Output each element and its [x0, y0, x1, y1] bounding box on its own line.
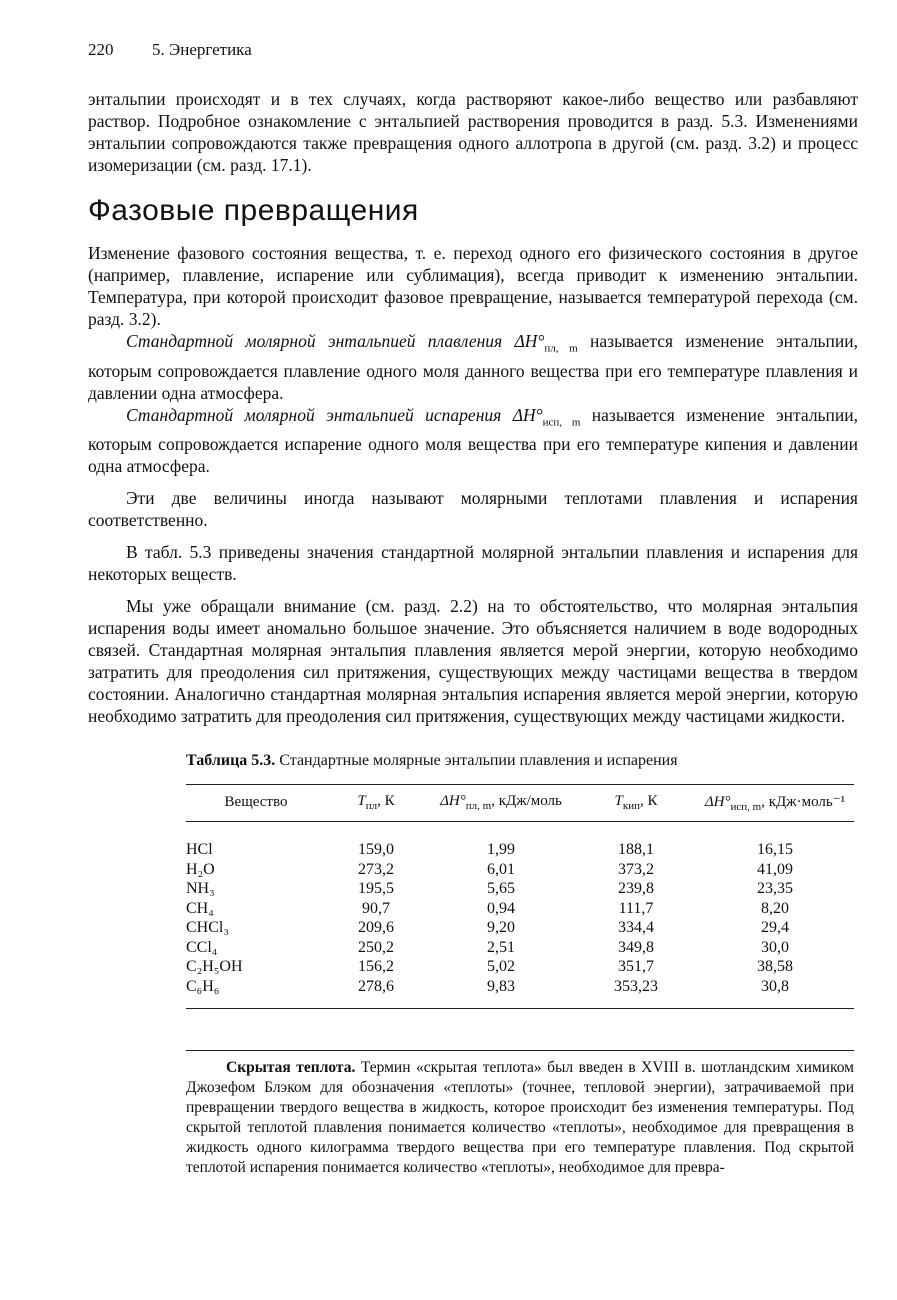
table-row — [186, 899, 854, 919]
cell-melting-enthalpy: 5,65 — [487, 880, 515, 897]
enthalpy-table — [186, 784, 854, 1009]
table-row — [186, 918, 854, 938]
cell-melting-enthalpy: 1,99 — [487, 841, 515, 858]
paragraph-melting-enthalpy — [88, 330, 858, 404]
header-subscript: пл, m — [465, 800, 492, 812]
cell-vaporization-enthalpy: 41,09 — [757, 860, 793, 878]
page-body — [88, 40, 858, 727]
symbol-subscript: пл, m — [544, 342, 578, 355]
paragraph-text: называется изменение энтальпии, которым сопровождается испарение одного моля вещества при его температуре кипения и давлении одна атмосфера. — [88, 404, 859, 476]
header-subscript: пл — [365, 800, 378, 812]
cell-boiling-temp: 353,23 — [576, 977, 696, 1009]
table-row — [186, 938, 854, 958]
table-section — [186, 752, 854, 1009]
symbol-delta-h: ΔH° — [514, 331, 545, 351]
cell-melting-temp: 278,6 — [326, 977, 426, 1009]
header-melting-enthalpy — [426, 785, 576, 822]
header-symbol: T — [614, 793, 623, 809]
table-caption-text: Стандартные молярные энтальпии плавления и испарения — [279, 752, 678, 769]
cell-melting-enthalpy: 9,20 — [487, 919, 515, 936]
cell-melting-enthalpy: 6,01 — [487, 860, 515, 878]
header-unit: , кДж·моль⁻¹ — [761, 794, 846, 810]
chapter-title: 5. Энергетика — [152, 40, 252, 59]
header-symbol: T — [357, 793, 366, 809]
table-row — [186, 977, 854, 1009]
cell-substance: H₂O — [186, 860, 215, 878]
header-substance: Вещество — [186, 785, 326, 822]
note-divider — [186, 1050, 854, 1051]
table-caption-label: Таблица 5.3. — [186, 752, 276, 769]
cell-melting-enthalpy: 9,83 — [426, 977, 576, 1009]
symbol-subscript: исп, m — [542, 416, 581, 428]
cell-substance: C₆H₆ — [186, 977, 326, 1009]
cell-boiling-temp: 349,8 — [618, 938, 654, 956]
cell-boiling-temp: 239,8 — [618, 880, 654, 897]
cell-substance: CH₄ — [186, 899, 214, 917]
cell-melting-enthalpy: 2,51 — [487, 938, 515, 956]
cell-melting-temp: 209,6 — [358, 919, 394, 936]
running-header — [88, 40, 858, 62]
header-subscript: исп, m — [730, 801, 762, 813]
cell-substance: CHCl₃ — [186, 919, 229, 936]
cell-vaporization-enthalpy: 30,0 — [761, 938, 789, 956]
table-row — [186, 957, 854, 977]
term-vaporization-enthalpy: Стандартной молярной энтальпией испарения — [126, 404, 502, 425]
table-row — [186, 822, 854, 860]
cell-vaporization-enthalpy: 29,4 — [761, 919, 789, 936]
cell-melting-enthalpy: 0,94 — [487, 899, 515, 917]
cell-substance: C₂H₅OH — [186, 958, 243, 975]
cell-melting-temp: 90,7 — [362, 899, 390, 917]
table-row — [186, 860, 854, 880]
latent-heat-note — [186, 1058, 854, 1178]
cell-melting-temp: 195,5 — [358, 880, 394, 897]
cell-melting-temp: 159,0 — [358, 841, 394, 858]
paragraph-table-reference: В табл. 5.3 приведены значения стандартной молярной энтальпии плавления и испарения для некоторых веществ. — [88, 542, 858, 584]
symbol-delta-h: ΔH° — [512, 404, 543, 425]
header-unit: , К — [377, 793, 395, 809]
table-caption — [186, 752, 854, 770]
table-row — [186, 879, 854, 899]
term-melting-enthalpy: Стандартной молярной энтальпией плавления — [126, 331, 503, 351]
table-header-row — [186, 785, 854, 822]
section-title: Фазовые превращения — [88, 194, 419, 227]
note-text: Термин «скрытая теплота» был введен в XVIII в. шотландским химиком Джозефом Блэком для обозначения «теплоты» (точнее, тепловой энергии), затрачиваемой при превращении твердого вещества в жидкость, которое происходит без изменения температуры. Под скрытой теплотой плавления понимается количество «теплоты», необходимое для превращения в жидкость одного килограмма твердого вещества при его температуре плавления. Под скрытой теплотой испарения понимается количество «теплоты», необходимое для превра- — [186, 1059, 854, 1176]
cell-melting-enthalpy: 5,02 — [487, 958, 515, 975]
header-symbol: ΔH° — [440, 793, 466, 809]
paragraph-text: называется изменение энтальпии, которым сопровождается плавление одного моля данного вещества при его температуре плавления и давлении одна атмосфера. — [88, 331, 859, 403]
header-subscript: кип — [622, 800, 640, 812]
cell-vaporization-enthalpy: 23,35 — [757, 880, 793, 897]
cell-boiling-temp: 334,4 — [618, 919, 654, 936]
cell-boiling-temp: 111,7 — [618, 899, 654, 917]
cell-melting-temp: 250,2 — [358, 938, 394, 956]
cell-substance: HCl — [186, 841, 213, 858]
cell-boiling-temp: 351,7 — [618, 958, 654, 975]
cell-vaporization-enthalpy: 30,8 — [696, 977, 854, 1009]
paragraph-vaporization-enthalpy — [88, 404, 858, 478]
header-melting-temp — [326, 785, 426, 822]
header-boiling-temp — [576, 785, 696, 822]
header-unit: , К — [639, 793, 658, 809]
cell-substance: NH₃ — [186, 880, 215, 897]
header-unit: , кДж/моль — [491, 793, 562, 809]
cell-boiling-temp: 188,1 — [618, 841, 654, 858]
cell-vaporization-enthalpy: 16,15 — [757, 841, 793, 858]
paragraph-molar-heats: Эти две величины иногда называют молярными теплотами плавления и испарения соответственно. — [88, 488, 858, 530]
cell-melting-temp: 156,2 — [358, 958, 394, 975]
cell-melting-temp: 273,2 — [358, 860, 394, 878]
cell-vaporization-enthalpy: 8,20 — [761, 899, 789, 917]
page-number: 220 — [88, 40, 114, 59]
header-symbol: ΔH° — [704, 794, 731, 810]
header-vaporization-enthalpy — [696, 785, 854, 822]
paragraph-phase-change: Изменение фазового состояния вещества, т. е. переход одного его физического состояния в другое (например, плавление, испарение или сублимация), всегда приводит к изменению энтальпии. Температура, при которой происходит фазовое превращение, называется температурой перехода (см. разд. 3.2). — [88, 243, 858, 329]
paragraph-water-anomaly: Мы уже обращали внимание (см. разд. 2.2) на то обстоятельство, что молярная энтальпия испарения воды имеет аномально большое значение. Это объясняется наличием в воде водородных связей. Стандартная молярная энтальпия плавления является мерой энергии, которую необходимо затратить для преодоления сил притяжения, существующих между частицами вещества в твердом состоянии. Аналогично стандартная молярная энтальпия испарения является мерой энергии, которую необходимо затратить для преодоления сил притяжения, существующих между частицами жидкости. — [88, 596, 858, 726]
note-title: Скрытая теплота. — [226, 1059, 356, 1076]
intro-paragraph: энтальпии происходят и в тех случаях, когда растворяют какое-либо вещество или разбавляют раствор. Подробное ознакомление с энтальпией растворения проводится в разд. 5.3. Изменениями энтальпии сопровождаются также превращения одного аллотропа в другой (см. разд. 3.2) и процесс изомеризации (см. разд. 17.1). — [88, 89, 858, 175]
cell-boiling-temp: 373,2 — [618, 860, 654, 878]
cell-vaporization-enthalpy: 38,58 — [757, 958, 793, 975]
cell-substance: CCl₄ — [186, 938, 218, 956]
